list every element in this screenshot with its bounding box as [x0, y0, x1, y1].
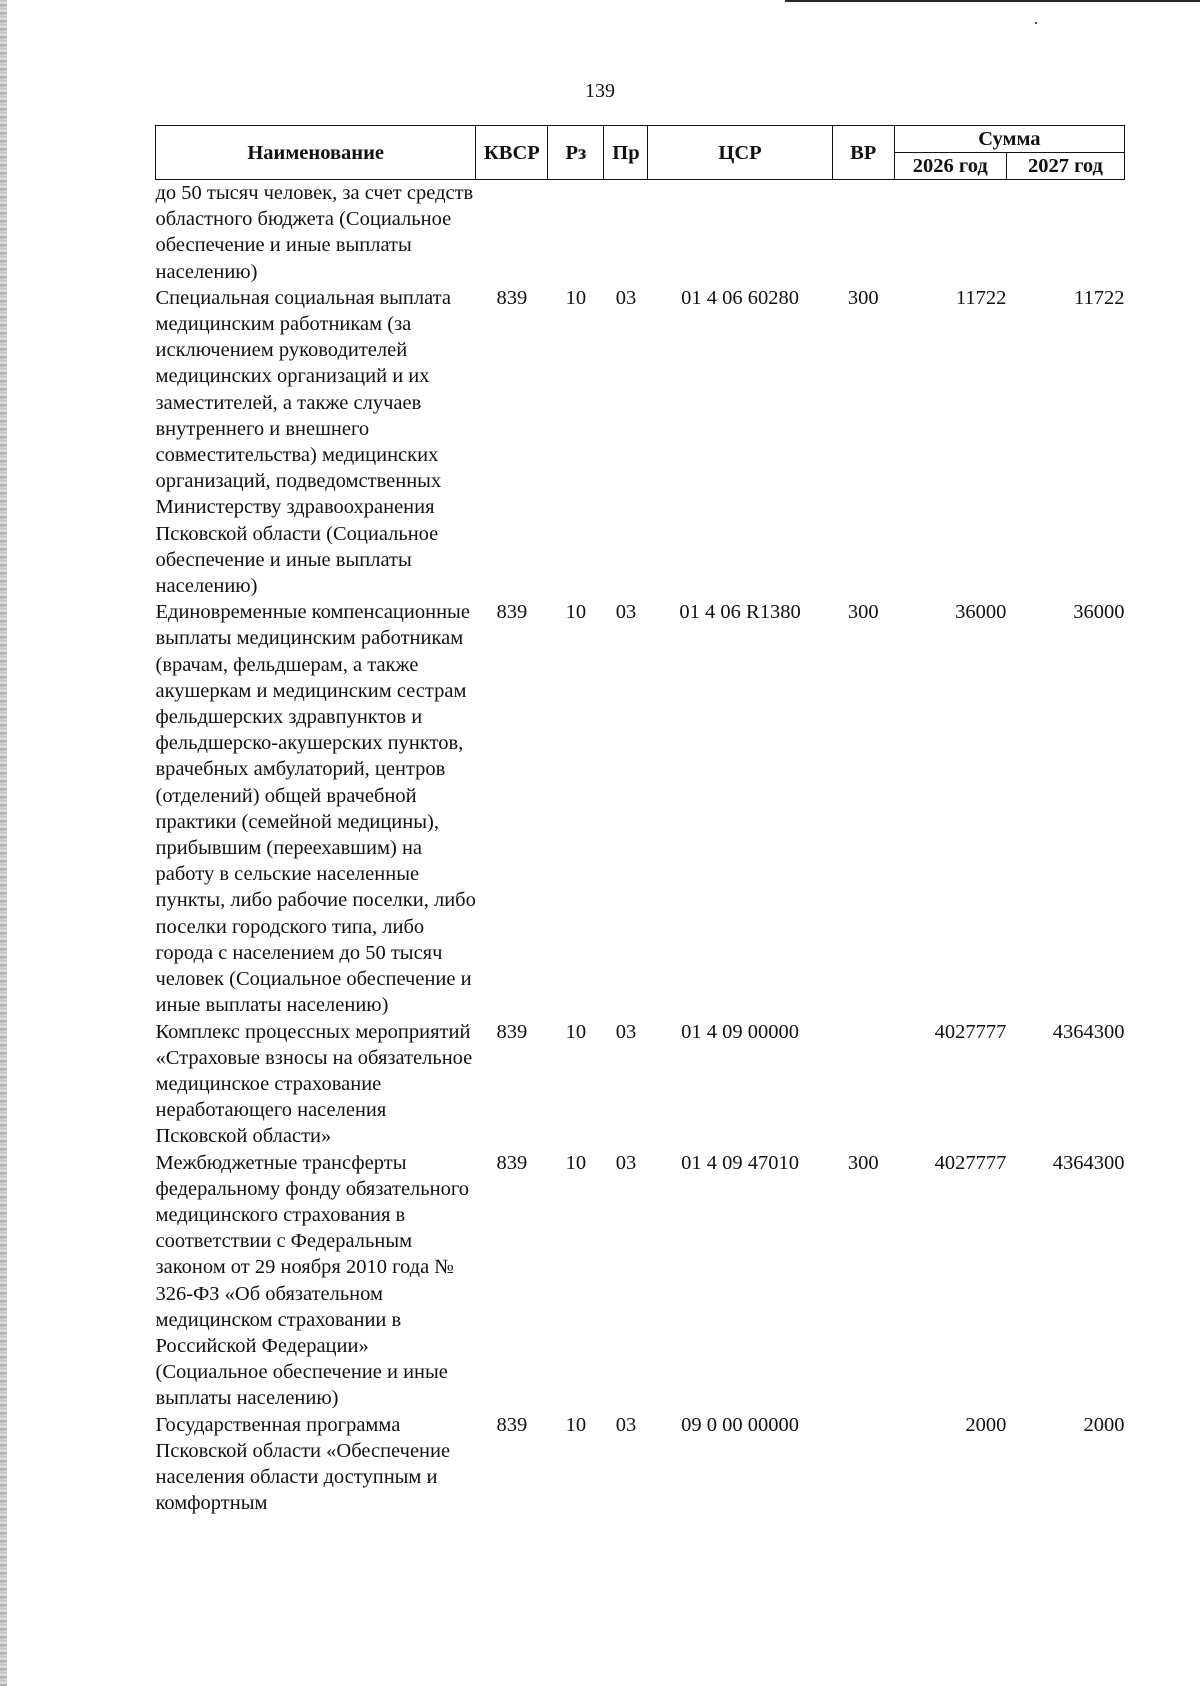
cell-sum-2026	[894, 180, 1006, 285]
cell-vr: 300	[847, 601, 879, 624]
cell-rz: 10	[565, 1151, 587, 1174]
header-sum: Сумма	[894, 126, 1124, 153]
cell-sum-2027: 4364300	[1052, 1151, 1125, 1174]
cell-vr	[832, 180, 894, 285]
cell-rz	[548, 180, 604, 285]
cell-pr: 03	[615, 286, 637, 309]
cell-sum-2027: 11722	[1074, 286, 1125, 309]
cell-kvsr: 839	[496, 1020, 528, 1043]
cell-sum-2027: 4364300	[1052, 1020, 1125, 1043]
cell-sum-2026: 36000	[955, 601, 1007, 624]
budget-table	[155, 125, 1125, 1516]
table-row	[156, 1412, 1125, 1517]
cell-sum-2026: 4027777	[934, 1151, 1007, 1174]
header-name: Наименование	[156, 126, 476, 180]
cell-rz: 10	[565, 1020, 587, 1043]
cell-kvsr	[476, 180, 548, 285]
cell-sum-2027: 2000	[1083, 1413, 1125, 1436]
scan-edge	[0, 0, 7, 1686]
cell-csr	[648, 180, 832, 285]
cell-kvsr: 839	[496, 1413, 528, 1436]
header-pr: Пр	[604, 126, 648, 180]
cell-pr: 03	[615, 1413, 637, 1436]
cell-csr: 01 4 06 R1380	[679, 601, 801, 624]
cell-name: Комплекс процессных мероприятий «Страховые взносы на обязательное медицинское страхование неработающего населения Псковской области»	[155, 1020, 473, 1148]
cell-pr	[604, 180, 648, 285]
cell-sum-2026: 4027777	[934, 1020, 1007, 1043]
header-kvsr: КВСР	[476, 126, 548, 180]
cell-sum-2026: 11722	[955, 286, 1007, 309]
cell-kvsr: 839	[496, 1151, 528, 1174]
cell-vr: 300	[847, 286, 879, 309]
header-year-2026: 2026 год	[894, 153, 1006, 180]
table-row	[156, 1019, 1125, 1150]
cell-csr: 01 4 09 47010	[681, 1151, 799, 1174]
cell-csr: 01 4 06 60280	[681, 286, 799, 309]
cell-csr: 01 4 09 00000	[681, 1020, 799, 1043]
header-year-2027: 2027 год	[1006, 153, 1124, 180]
cell-csr: 09 0 00 00000	[681, 1413, 799, 1436]
table-row	[156, 180, 1125, 285]
top-rule	[785, 0, 1200, 2]
cell-kvsr: 839	[496, 286, 528, 309]
cell-name: Межбюджетные трансферты федеральному фонду обязательного медицинского страхования в соответствии с Федеральным законом от 29 ноября 2010 года № 326-ФЗ «Об обязательном медицинском страховании в Российской Федерации» (Социальное обеспечение и иные выплаты населению)	[155, 1151, 470, 1410]
cell-name: Единовременные компенсационные выплаты медицинским работникам (врачам, фельдшерам, а также акушеркам и медицинским сестрам фельдшерских здравпунктов и фельдшерско-акушерских пунктов, врачебных амбулаторий, центров (отделений) общей врачебной практики (семейной медицины), прибывшим (переехавшим) на работу в сельские населенные пункты, либо рабочие поселки, либо поселки городского типа, либо города с населением до 50 тысяч человек (Социальное обеспечение и иные выплаты населению)	[155, 601, 476, 1017]
cell-pr: 03	[615, 1151, 637, 1174]
cell-sum-2026: 2000	[965, 1413, 1007, 1436]
cell-rz: 10	[565, 286, 587, 309]
cell-vr	[832, 1019, 894, 1150]
header-csr: ЦСР	[648, 126, 832, 180]
table-row	[156, 599, 1125, 1018]
cell-sum-2027: 36000	[1073, 601, 1125, 624]
table-header	[156, 126, 1125, 180]
cell-vr	[832, 1412, 894, 1517]
cell-kvsr: 839	[496, 601, 528, 624]
header-vr: ВР	[832, 126, 894, 180]
cell-name: до 50 тысяч человек, за счет средств областного бюджета (Социальное обеспечение и иные выплаты населению)	[155, 182, 474, 283]
table-row	[156, 1150, 1125, 1412]
table-body	[156, 180, 1125, 1517]
cell-rz: 10	[565, 1413, 587, 1436]
cell-pr: 03	[615, 601, 637, 624]
cell-name: Специальная социальная выплата медицинским работникам (за исключением руководителей медицинских организаций и их заместителей, а также случаев внутреннего и внешнего совместительства) медицинских организаций, подведомственных Министерству здравоохранения Псковской области (Социальное обеспечение и иные выплаты населению)	[155, 286, 451, 598]
scan-speck	[1035, 22, 1037, 24]
cell-rz: 10	[565, 601, 587, 624]
cell-pr: 03	[615, 1020, 637, 1043]
cell-sum-2027	[1006, 180, 1124, 285]
header-rz: Рз	[548, 126, 604, 180]
page-number: 139	[585, 80, 615, 102]
table-row	[156, 285, 1125, 599]
cell-vr: 300	[847, 1151, 879, 1174]
cell-name: Государственная программа Псковской области «Обеспечение населения области доступным и комфортным	[155, 1413, 451, 1515]
